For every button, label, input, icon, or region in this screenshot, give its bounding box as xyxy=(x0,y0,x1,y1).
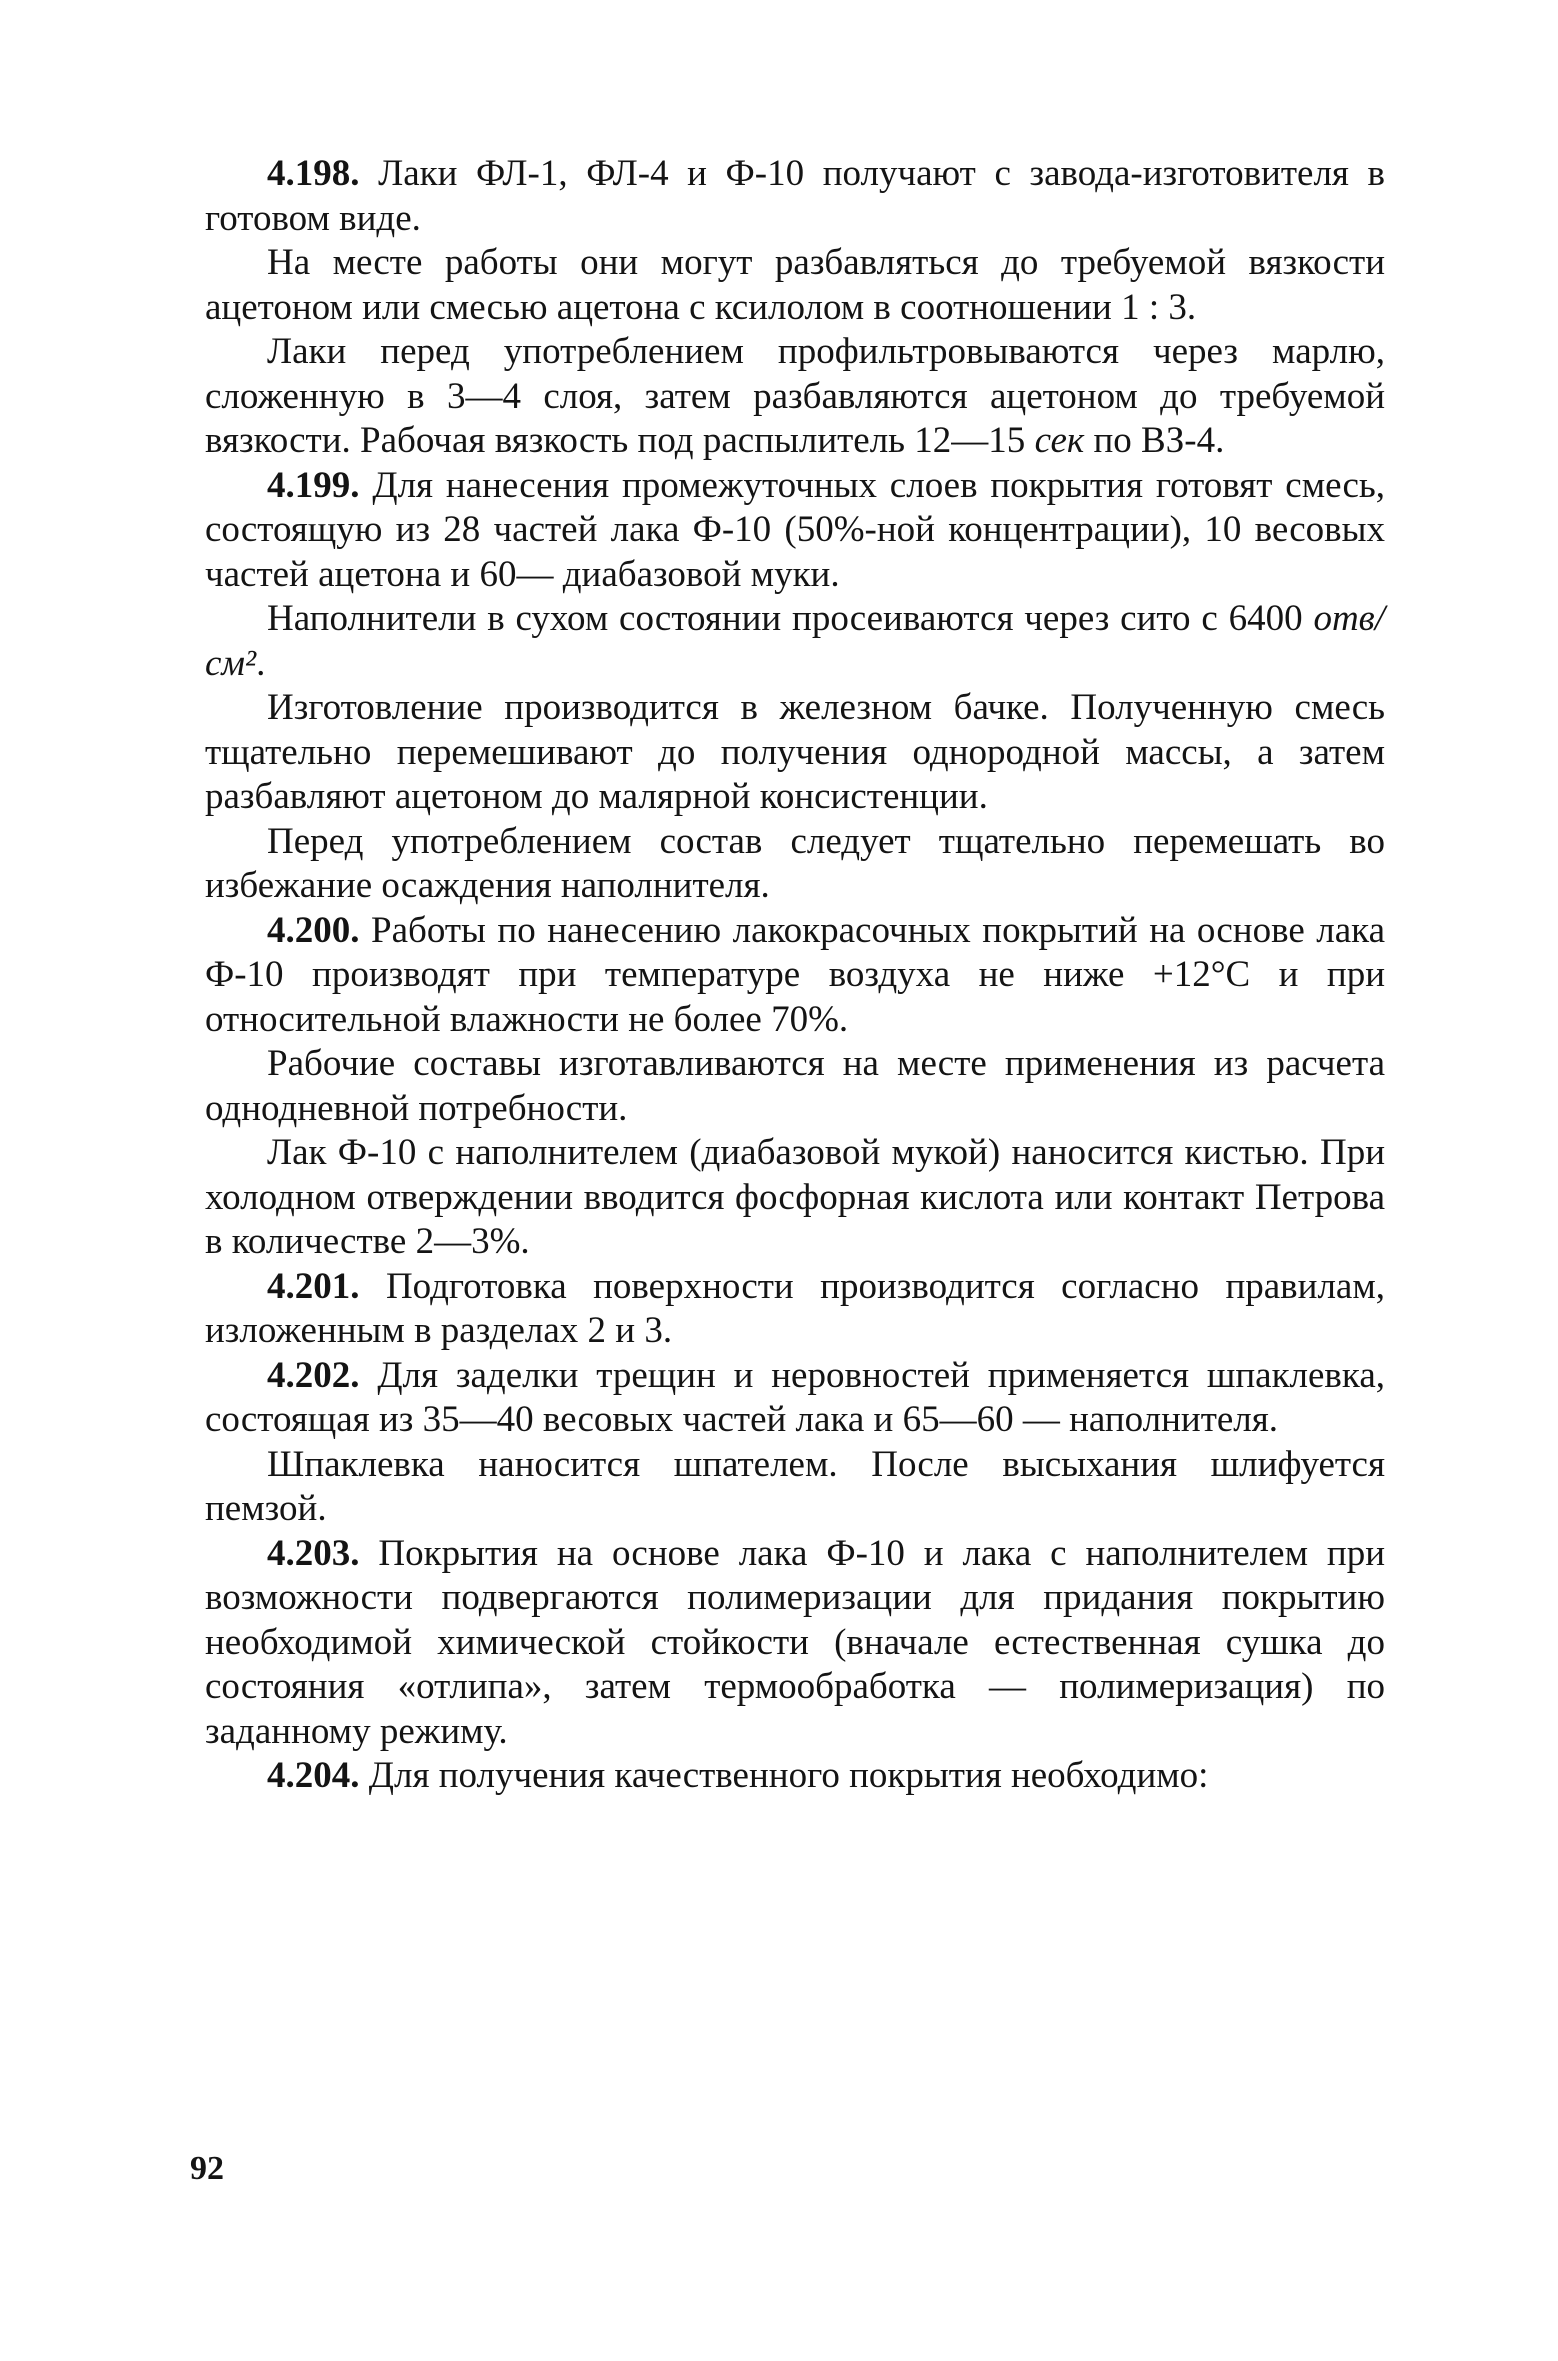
paragraph-text: Покрытия на основе лака Ф-10 и лака с наполнителем при возможности подвергаются полимеризации для придания покрытию необходимой химической стойкости (вначале естественная сушка до состояния «отлипа», затем термообработка — полимеризация) по заданному режиму. xyxy=(205,1532,1385,1752)
paragraph-text: Изготовление производится в железном бачке. Полученную смесь тщательно перемешивают до получения однородной массы, а затем разбавляют ацетоном до малярной консистенции. xyxy=(205,687,1385,817)
paragraph xyxy=(205,686,1385,820)
paragraph-text: Шпаклевка наносится шпателем. После высыхания шлифуется пемзой. xyxy=(205,1443,1385,1529)
paragraph xyxy=(205,1532,1385,1755)
section-number: 4.198. xyxy=(267,153,360,194)
paragraph xyxy=(205,241,1385,330)
paragraph xyxy=(205,1042,1385,1131)
paragraph xyxy=(205,464,1385,598)
paragraph-text: Наполнители в сухом состоянии просеиваются через сито с 6400 xyxy=(267,598,1314,639)
paragraph-text: Лак Ф-10 с наполнителем (диабазовой мукой) наносится кистью. При холодном отверждении вводится фосфорная кислота или контакт Петрова в количестве 2—3%. xyxy=(205,1132,1385,1262)
paragraph-text: Работы по нанесению лакокрасочных покрытий на основе лака Ф-10 производят при температуре воздуха не ниже +12°С и при относительной влажности не более 70%. xyxy=(205,909,1385,1040)
paragraph-text-tail: по ВЗ-4. xyxy=(1084,420,1225,461)
unit-text: сек xyxy=(1034,420,1085,461)
paragraph xyxy=(205,152,1385,241)
paragraph xyxy=(205,1131,1385,1265)
section-number: 4.203. xyxy=(267,1532,360,1574)
paragraph xyxy=(205,1443,1385,1532)
paragraph-text: На месте работы они могут разбавляться до требуемой вязкости ацетоном или смесью ацетона с ксилолом в соотношении 1 : 3. xyxy=(205,242,1385,328)
paragraph-text: Лаки перед употреблением профильтровываются через марлю, сложенную в 3—4 слоя, затем разбавляются ацетоном до требуемой вязкости. Рабочая вязкость под распылитель 12—15 xyxy=(205,331,1385,461)
paragraph-text: Подготовка поверхности производится согласно правилам, изложенным в разделах 2 и 3. xyxy=(205,1265,1385,1351)
paragraph xyxy=(205,1754,1385,1799)
paragraph xyxy=(205,1354,1385,1443)
text-column xyxy=(205,152,1385,1799)
section-number: 4.201. xyxy=(267,1265,360,1307)
section-number: 4.204. xyxy=(267,1755,360,1796)
paragraph xyxy=(205,597,1385,686)
paragraph-text: Для заделки трещин и неровностей применяется шпаклевка, состоящая из 35—40 весовых частей лака и 65—60 — наполнителя. xyxy=(205,1354,1385,1440)
paragraph-text: Лаки ФЛ-1, ФЛ-4 и Ф-10 получают с завода-изготовителя в готовом виде. xyxy=(205,153,1385,239)
paragraph xyxy=(205,330,1385,464)
paragraph-text: Рабочие составы изготавливаются на месте применения из расчета однодневной потребности. xyxy=(205,1043,1385,1129)
paragraph-text: Перед употреблением состав следует тщательно перемешать во избежание осаждения наполнителя. xyxy=(205,820,1385,906)
section-number: 4.200. xyxy=(267,909,360,951)
paragraph-text-tail: . xyxy=(256,642,266,684)
page-number: 92 xyxy=(190,2150,224,2187)
paragraph-text: Для получения качественного покрытия необходимо: xyxy=(359,1755,1209,1796)
unit-text: отв/см² xyxy=(205,598,1385,684)
paragraph xyxy=(205,1265,1385,1354)
paragraph xyxy=(205,909,1385,1043)
paragraph xyxy=(205,820,1385,909)
section-number: 4.202. xyxy=(267,1354,360,1396)
section-number: 4.199. xyxy=(267,464,360,506)
paragraph-text: Для нанесения промежуточных слоев покрытия готовят смесь, состоящую из 28 частей лака Ф-10 (50%-ной концентрации), 10 весовых частей ацетона и 60— диабазовой муки. xyxy=(205,464,1385,595)
